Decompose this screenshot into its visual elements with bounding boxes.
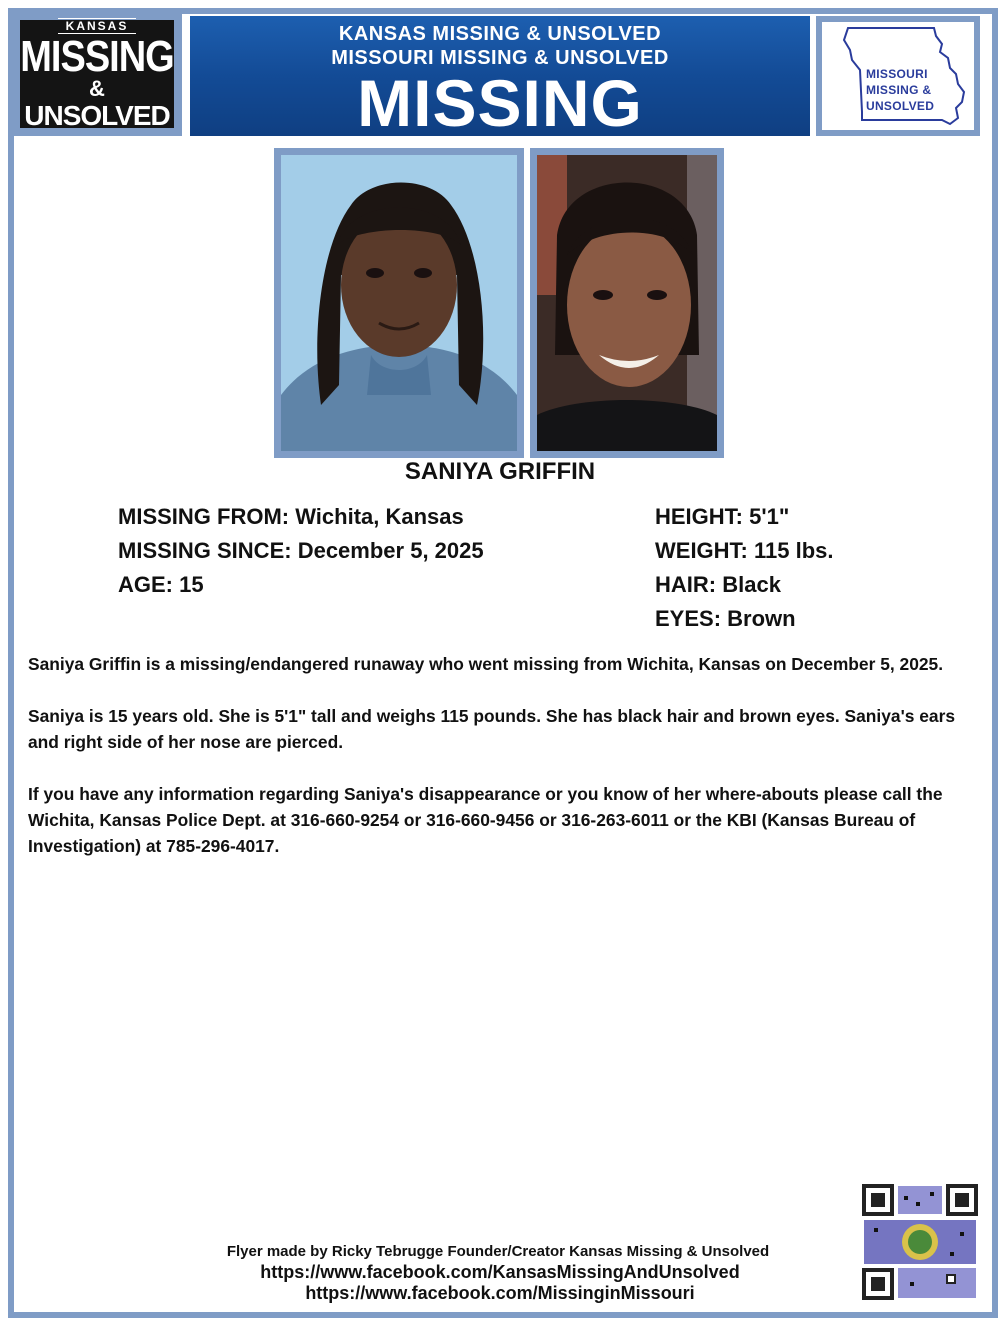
qr-code-icon (860, 1182, 980, 1302)
missouri-logo-inner (822, 22, 974, 130)
missouri-logo-line2: MISSING & (866, 83, 932, 97)
footer (0, 1242, 1000, 1304)
eyes-label: EYES: (655, 606, 722, 631)
person-photo-2 (537, 155, 717, 451)
header-banner (190, 16, 810, 140)
missing-since-value: December 5, 2025 (297, 538, 484, 563)
missouri-missing-unsolved-logo (816, 16, 980, 136)
eyes-row (655, 602, 834, 636)
missing-since-label: MISSING SINCE: (118, 538, 292, 563)
missouri-logo-text (866, 66, 934, 114)
missouri-logo-line1: MISSOURI (866, 67, 928, 81)
missing-from-label: MISSING FROM: (118, 504, 290, 529)
missouri-logo-line3: UNSOLVED (866, 99, 935, 113)
hair-row (655, 568, 834, 602)
person-name: SANIYA GRIFFIN (404, 458, 596, 485)
height-value: 5'1" (749, 504, 790, 529)
footer-url-missouri[interactable]: https://www.facebook.com/MissinginMissouri (305, 1283, 695, 1303)
banner-line1: KANSAS MISSING & UNSOLVED (338, 23, 662, 45)
facts-left-column (118, 500, 484, 602)
hair-label: HAIR: (655, 572, 717, 597)
kansas-logo-line3: & (89, 76, 105, 101)
photo-portrait-2 (530, 148, 724, 458)
missing-from-value: Wichita, Kansas (295, 504, 464, 529)
missing-from-row (118, 500, 484, 534)
kansas-logo-line1: KANSAS (58, 18, 137, 34)
footer-url-kansas[interactable]: https://www.facebook.com/KansasMissingAndUnsolved (260, 1262, 740, 1282)
person-photo-1 (281, 155, 517, 451)
age-label: AGE: (118, 572, 173, 597)
facts-right-column (655, 500, 834, 636)
missing-since-row (118, 534, 484, 568)
kansas-logo-inner (20, 19, 174, 131)
height-label: HEIGHT: (655, 504, 743, 529)
qr-code[interactable] (860, 1182, 980, 1302)
banner-line2: MISSOURI MISSING & UNSOLVED (331, 47, 669, 69)
banner-title: MISSING (357, 66, 643, 140)
footer-credit: Flyer made by Ricky Tebrugge Founder/Creator Kansas Missing & Unsolved (226, 1243, 770, 1260)
height-row (655, 500, 834, 534)
weight-value: 115 lbs. (754, 538, 834, 563)
description (28, 651, 978, 885)
weight-label: WEIGHT: (655, 538, 748, 563)
age-value: 15 (179, 572, 204, 597)
age-row (118, 568, 484, 602)
hair-value: Black (722, 572, 781, 597)
eyes-value: Brown (727, 606, 796, 631)
photo-portrait-1 (274, 148, 524, 458)
description-paragraph-3: If you have any information regarding Saniya's disappearance or you know of her where-abouts please call the Wichita, Kansas Police Dept. at 316-660-9254 or 316-660-9456 or 316-263-6011 or the KBI (Kansas Bureau of Investigation) at 785-296-4017. (28, 784, 943, 856)
kansas-logo-line4: UNSOLVED (24, 100, 170, 131)
kansas-logo-line2: MISSING (20, 32, 174, 82)
kansas-missing-unsolved-logo (12, 12, 182, 136)
description-paragraph-2: Saniya is 15 years old. She is 5'1" tall and weighs 115 pounds. She has black hair and brown eyes. Saniya's ears and right side of her nose are pierced. (28, 706, 956, 752)
weight-row (655, 534, 834, 568)
description-paragraph-1: Saniya Griffin is a missing/endangered runaway who went missing from Wichita, Kansas on December 5, 2025. (28, 654, 944, 674)
